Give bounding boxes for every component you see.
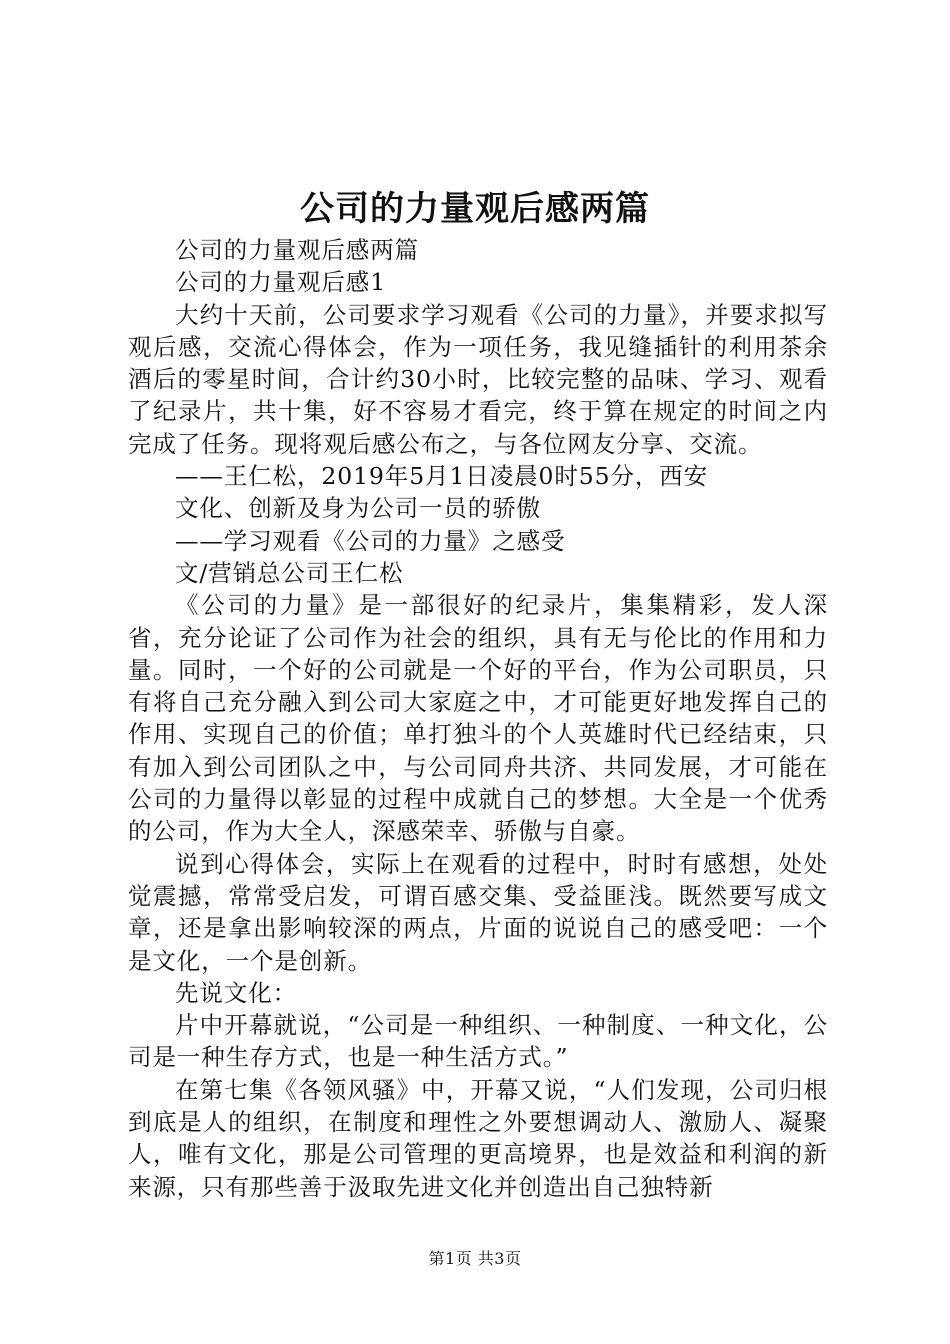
paragraph: ——王仁松，2019年5月1日凌晨0时55分，西安 — [175, 462, 709, 491]
paragraph: 片中开幕就说，“公司是一种组织、一种制度、一种文化，公司是一种生存方式，也是一种生活方式。” — [128, 1011, 828, 1072]
paragraph: ——学习观看《公司的力量》之感受 — [175, 526, 566, 555]
paragraph: 文/营销总公司王仁松 — [175, 558, 404, 587]
paragraph: 大约十天前，公司要求学习观看《公司的力量》，并要求拟写观后感，交流心得体会，作为一项任务，我见缝插针的利用茶余酒后的零星时间，合计约30小时，比较完整的品味、学习、观看了纪录片，共十集，好不容易才看完，终于算在规定的时间之内完成了任务。现将观后感公布之，与各位网友分享、交流。 — [128, 300, 828, 458]
paragraph: 在第七集《各领风骚》中，开幕又说，“人们发现，公司归根到底是人的组织，在制度和理性之外要想调动人、激励人、凝聚人，唯有文化，那是公司管理的更高境界，也是效益和利润的新来源，只有那些善于汲取先进文化并创造出自己独特新 — [128, 1075, 828, 1201]
document-title: 公司的力量观后感两篇 — [300, 189, 650, 229]
paragraph: 公司的力量观后感1 — [175, 268, 387, 297]
document-body — [128, 234, 828, 1203]
page-footer: 第1页 共3页 — [428, 1249, 522, 1268]
paragraph: 文化、创新及身为公司一员的骄傲 — [175, 494, 541, 523]
paragraph: 先说文化： — [175, 978, 297, 1007]
paragraph: 《公司的力量》是一部很好的纪录片，集集精彩，发人深省，充分论证了公司作为社会的组织，具有无与伦比的作用和力量。同时，一个好的公司就是一个好的平台，作为公司职员，只有将自己充分融入到公司大家庭之中，才可能更好地发挥自己的作用、实现自己的价值；单打独斗的个人英雄时代已经结束，只有加入到公司团队之中，与公司同舟共济、共同发展，才可能在公司的力量得以彰显的过程中成就自己的梦想。大全是一个优秀的公司，作为大全人，深感荣幸、骄傲与自豪。 — [128, 591, 828, 846]
paragraph: 公司的力量观后感两篇 — [175, 236, 419, 264]
paragraph: 说到心得体会，实际上在观看的过程中，时时有感想，处处觉震撼，常常受启发，可谓百感交集、受益匪浅。既然要写成文章，还是拿出影响较深的两点，片面的说说自己的感受吧：一个是文化，一个是创新。 — [128, 849, 828, 975]
